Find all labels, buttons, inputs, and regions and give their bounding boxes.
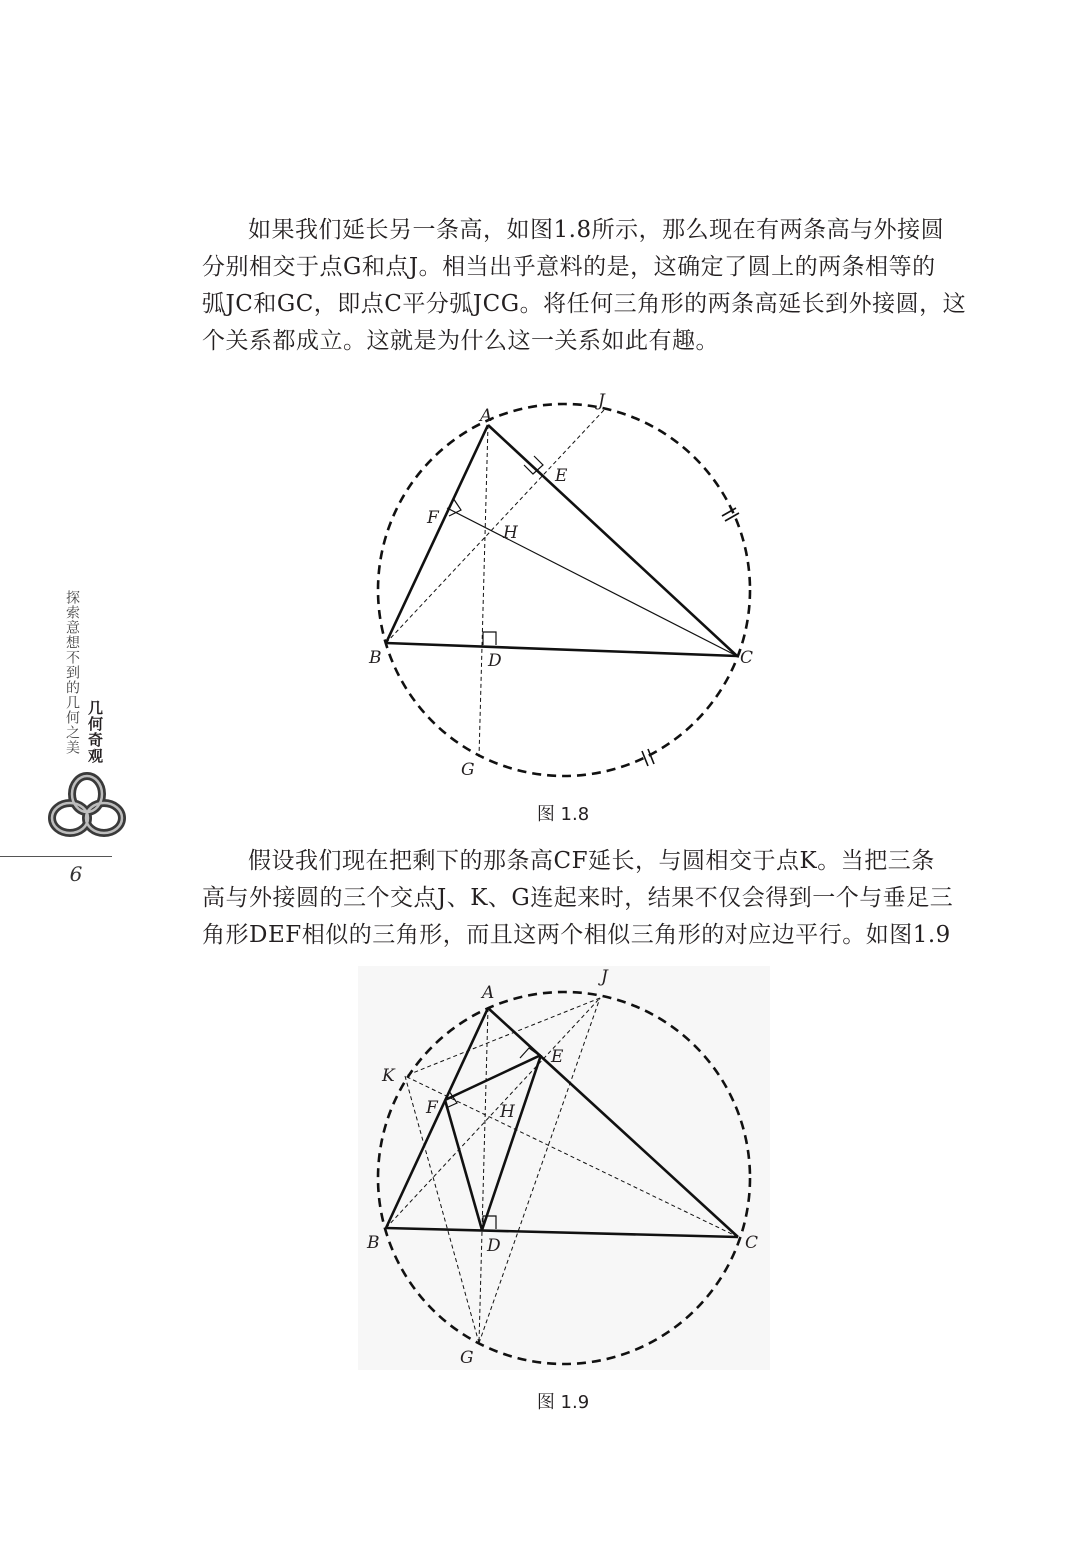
label-G: G: [460, 1348, 474, 1368]
label-J: J: [598, 391, 605, 411]
label-D: D: [487, 1236, 501, 1256]
label-H: H: [500, 1102, 515, 1122]
label-F: F: [426, 1098, 438, 1118]
label-E: E: [551, 1047, 564, 1067]
right-angle-E: [524, 456, 543, 474]
figure-1-9: [358, 966, 770, 1370]
paragraph-2-line-2: 高与外接圆的三个交点J、K、G连起来时，结果不仅会得到一个与垂足三: [202, 885, 954, 911]
label-H: H: [503, 523, 518, 543]
label-G: G: [461, 760, 475, 780]
figure-1-9-caption: 图 1.9: [536, 1392, 590, 1413]
label-A: A: [480, 406, 493, 426]
paragraph-1-line-4: 个关系都成立。这就是为什么这一关系如此有趣。: [202, 328, 719, 354]
figure-1-8: [360, 388, 770, 788]
folio-rule: [0, 856, 112, 857]
label-C: C: [745, 1233, 759, 1253]
label-K: K: [382, 1066, 395, 1086]
trefoil-knot-icon: [46, 770, 128, 842]
paragraph-1: [202, 212, 967, 360]
side-BC: [386, 643, 737, 656]
label-D: D: [488, 651, 502, 671]
book-series-title: 探索意想不到的几何之美: [64, 590, 80, 755]
side-AC: [488, 425, 737, 656]
altitude-AD-extended: [479, 425, 488, 757]
altitude-BE-extended: [386, 410, 604, 643]
label-F: F: [427, 508, 439, 528]
label-J: J: [601, 967, 608, 987]
tick-arc-GC: [642, 749, 654, 766]
paragraph-2-line-1: 假设我们现在把剩下的那条高CF延长，与圆相交于点K。当把三条: [248, 848, 935, 874]
right-angle-D: [483, 632, 496, 645]
label-A: A: [482, 983, 495, 1003]
figure-1-8-caption: 图 1.8: [536, 804, 590, 825]
label-C: C: [740, 648, 754, 668]
label-E: E: [555, 466, 568, 486]
label-B: B: [367, 1233, 380, 1253]
paragraph-1-line-3: 弧JC和GC，即点C平分弧JCG。将任何三角形的两条高延长到外接圆，这: [202, 291, 967, 317]
paragraph-1-line-1: 如果我们延长另一条高，如图1.8所示，那么现在有两条高与外接圆: [248, 217, 945, 243]
circumcircle: [378, 404, 750, 776]
altitude-CF: [447, 508, 737, 656]
paragraph-2: [202, 843, 954, 954]
side-AB: [386, 425, 488, 643]
page-number: 6: [69, 862, 83, 886]
paragraph-2-line-3: 角形DEF相似的三角形，而且这两个相似三角形的对应边平行。如图1.9: [202, 922, 951, 948]
book-title: 几何奇观: [86, 700, 104, 764]
label-B: B: [369, 648, 382, 668]
paragraph-1-line-2: 分别相交于点G和点J。相当出乎意料的是，这确定了圆上的两条相等的: [202, 254, 936, 280]
